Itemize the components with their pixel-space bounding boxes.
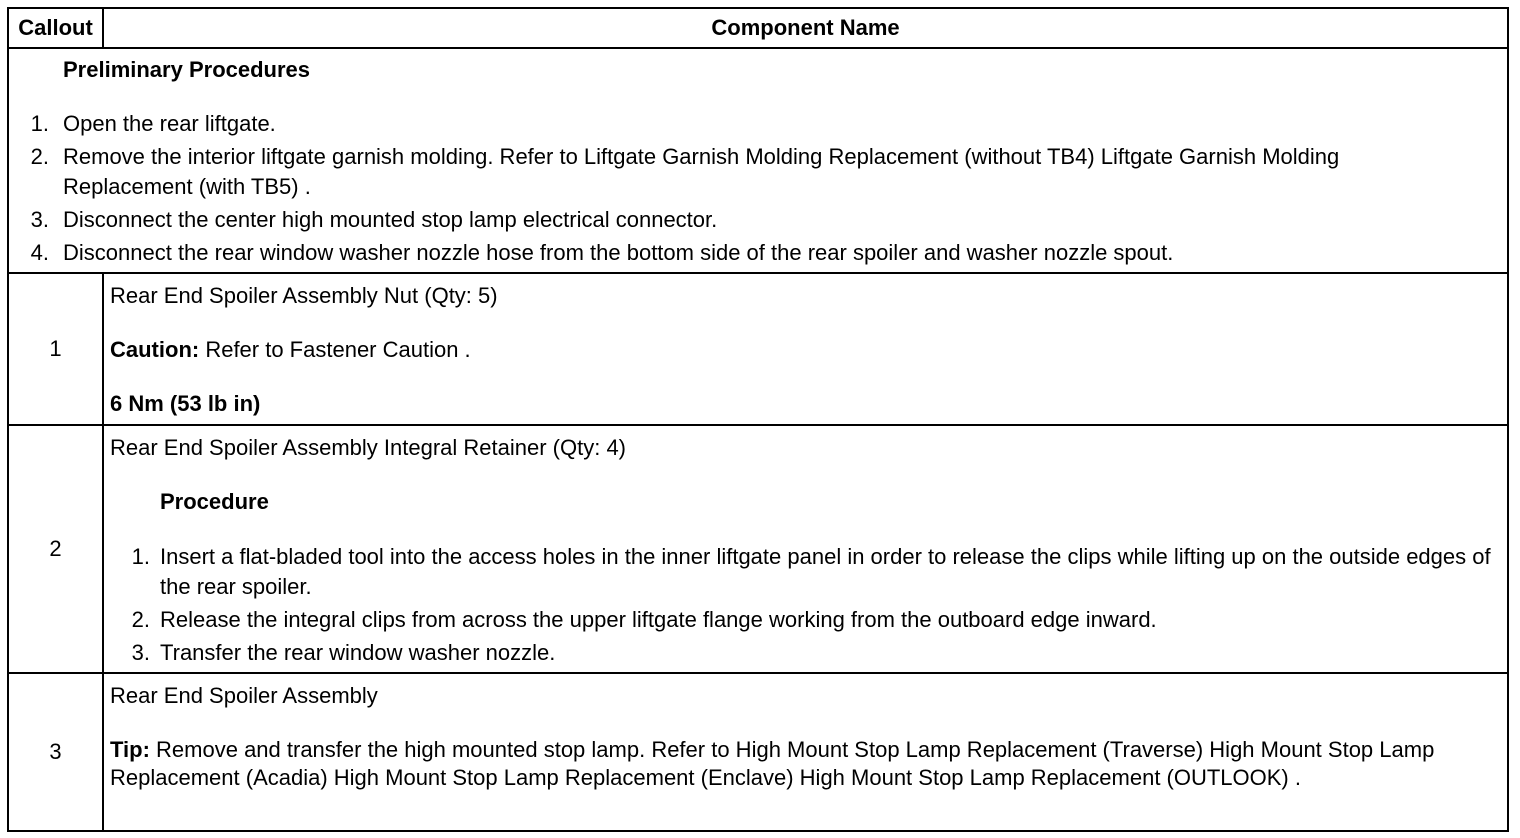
component-name: Rear End Spoiler Assembly Integral Retainer (Qty: 4) [110,435,627,460]
caution-label: Caution: [110,337,200,362]
preliminary-steps [9,109,1507,268]
component-cell [103,273,1508,425]
list-item: 4. Disconnect the rear window washer nozzle hose from the bottom side of the rear spoiler and washer nozzle spout. [30,240,1174,265]
component-name-header: Component Name [103,8,1508,48]
component-name: Rear End Spoiler Assembly Nut (Qty: 5) [110,283,498,308]
list-item: 3. Transfer the rear window washer nozzle. [131,640,556,665]
preliminary-cell [8,48,1508,273]
preliminary-row [8,48,1508,273]
torque-spec: 6 Nm (53 lb in) [110,391,261,416]
procedure-table [7,7,1509,832]
table-header-row [8,8,1508,48]
callout-number: 2 [8,425,103,673]
caution-note [110,336,1501,364]
callout-header: Callout [8,8,103,48]
caution-text: Refer to Fastener Caution . [199,337,471,362]
tip-text: Remove and transfer the high mounted stop lamp. Refer to High Mount Stop Lamp Replacement (Traverse) High Mount Stop Lamp Replacement (Acadia) High Mount Stop Lamp Replacement (Enclave) High Mount Stop Lamp Replacement (OUTLOOK) . [110,737,1435,790]
table-row [8,673,1508,831]
list-item: 2. Release the integral clips from across the upper liftgate flange working from the outboard edge inward. [131,607,1157,632]
component-cell [103,425,1508,673]
list-item: 2. Remove the interior liftgate garnish molding. Refer to Liftgate Garnish Molding Replacement (without TB4) Liftgate Garnish Molding Replacement (with TB5) . [30,144,1340,199]
preliminary-title: Preliminary Procedures [63,57,311,82]
component-cell [103,673,1508,831]
tip-note [110,736,1501,792]
table-row [8,425,1508,673]
component-name: Rear End Spoiler Assembly [110,683,378,708]
table-row [8,273,1508,425]
list-item: 3. Disconnect the center high mounted stop lamp electrical connector. [30,207,718,232]
callout-number: 1 [8,273,103,425]
list-item: 1. Open the rear liftgate. [30,111,276,136]
list-item: 1. Insert a flat-bladed tool into the access holes in the inner liftgate panel in order to release the clips while lifting up on the outside edges of the rear spoiler. [131,544,1491,599]
procedure-title: Procedure [160,489,269,514]
callout-number: 3 [8,673,103,831]
tip-label: Tip: [110,737,150,762]
procedure-steps [110,542,1501,668]
